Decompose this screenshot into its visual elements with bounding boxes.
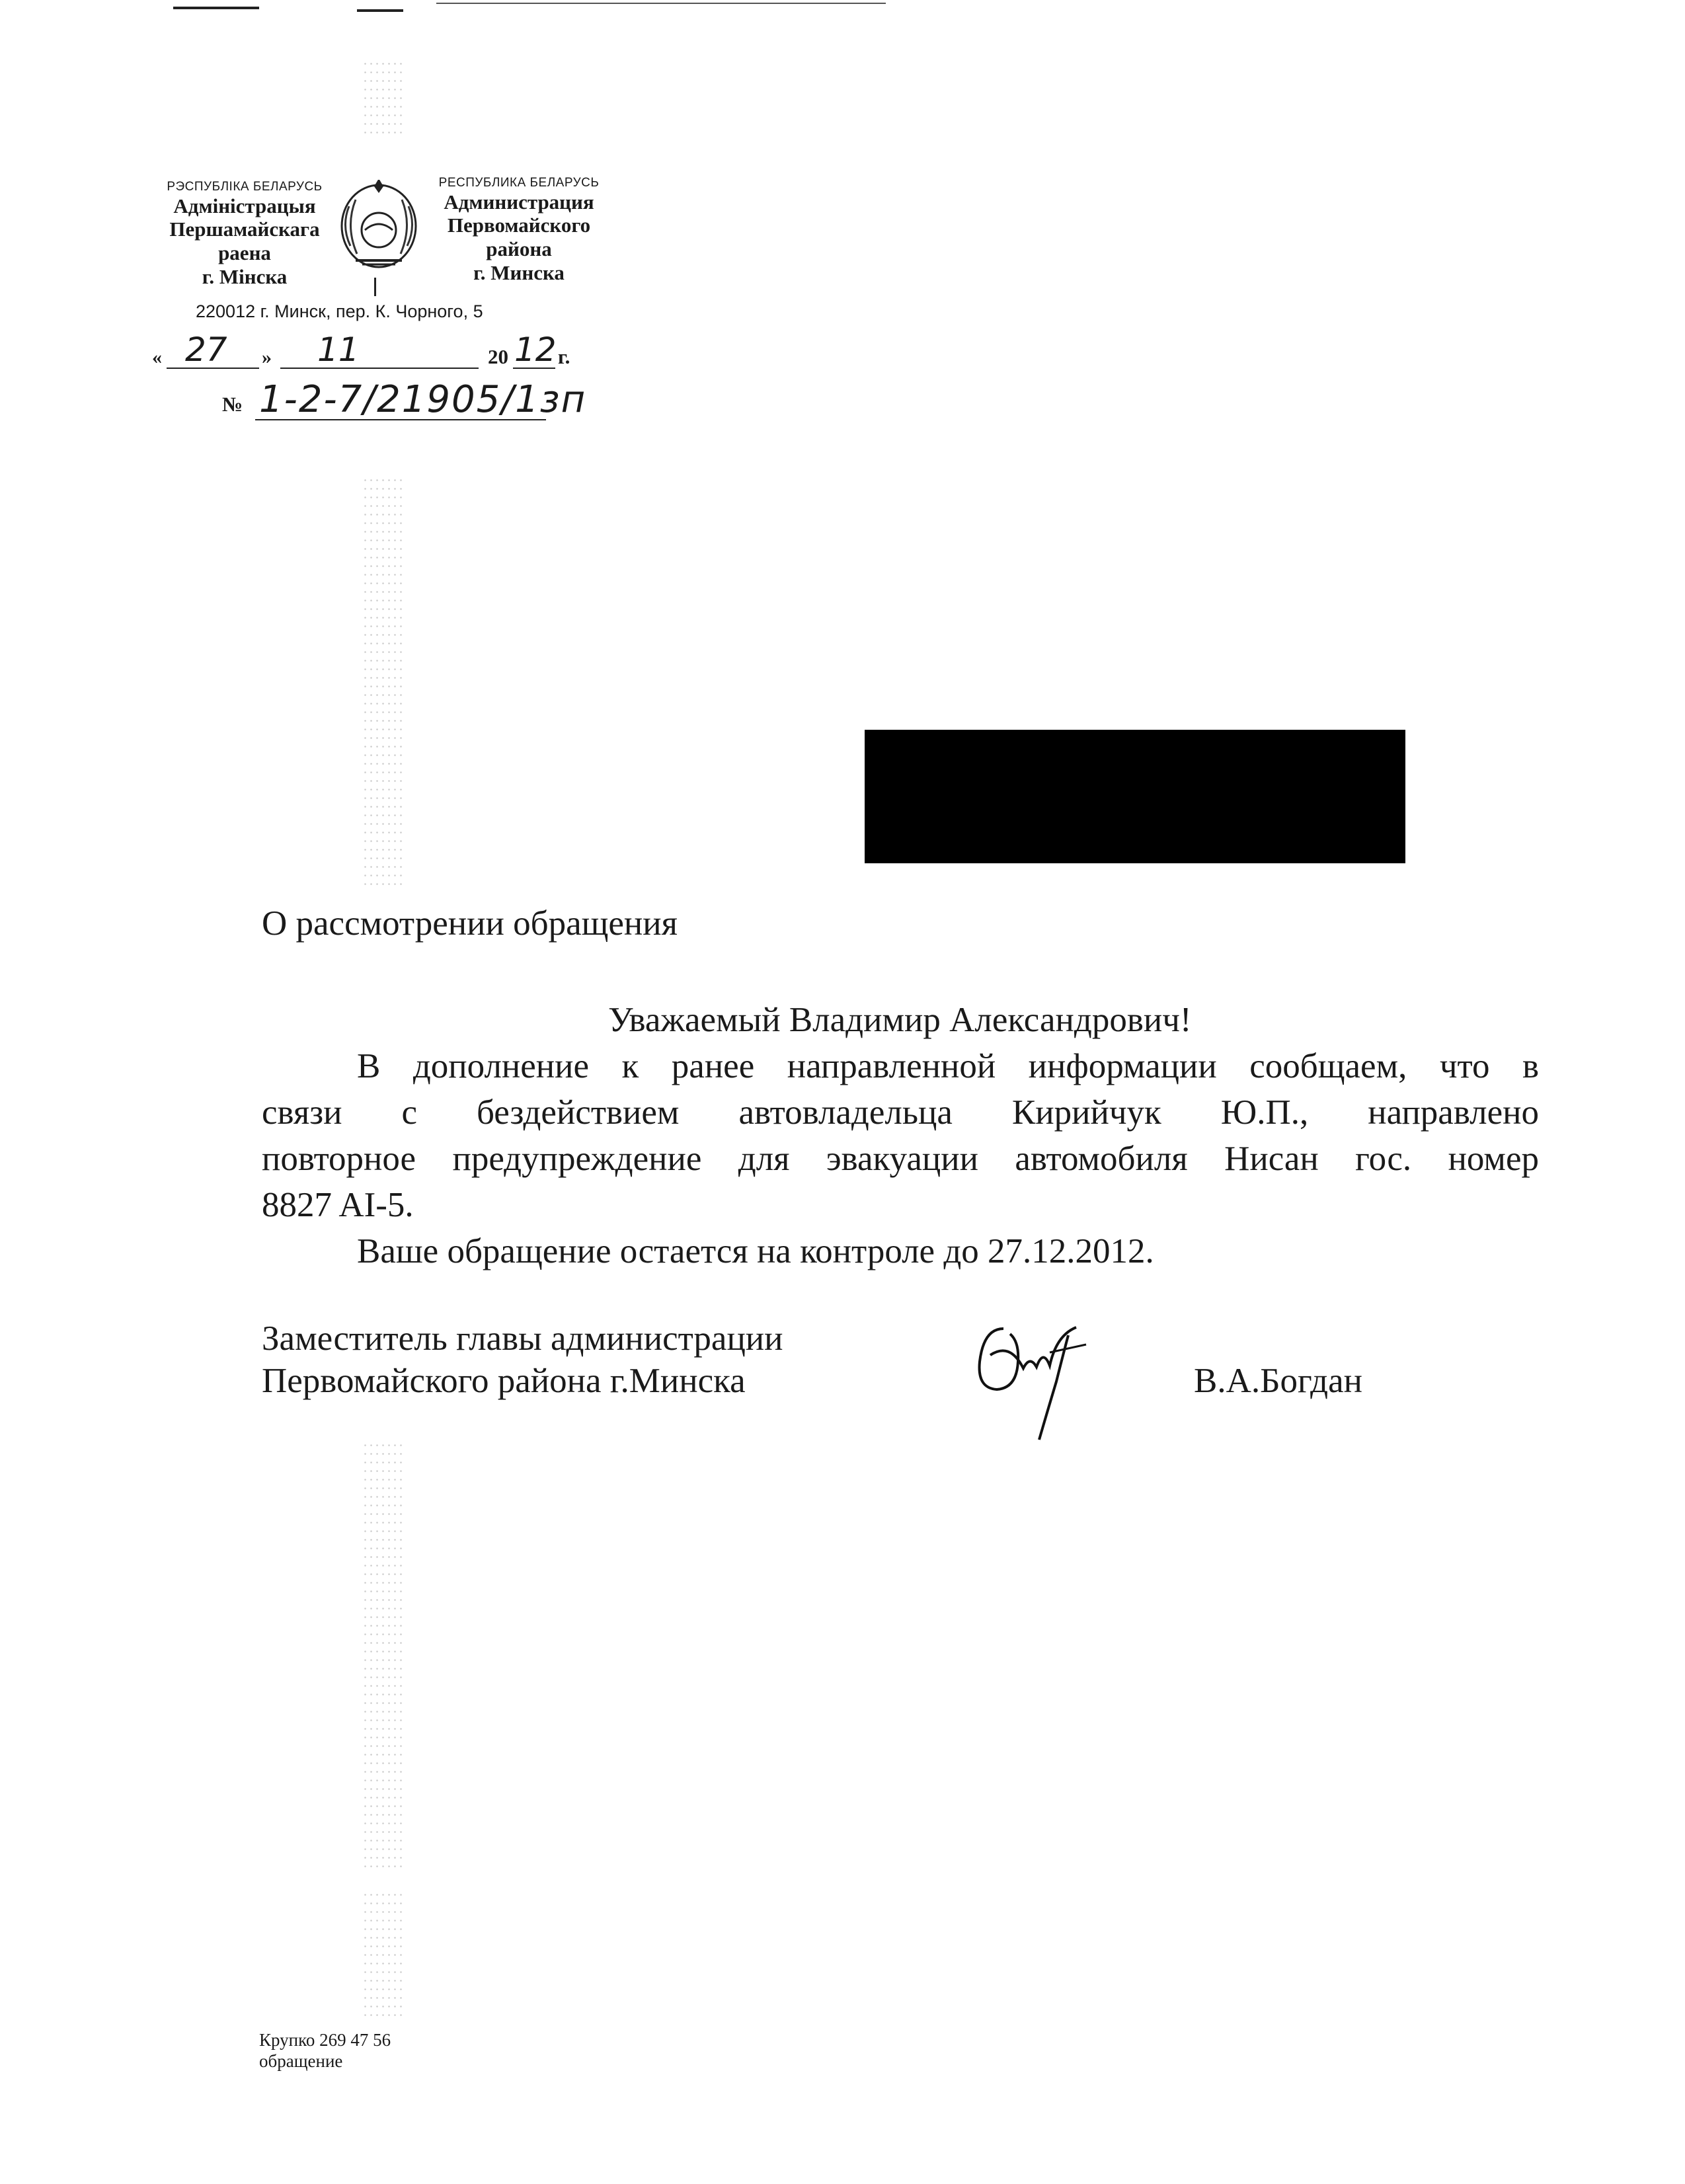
date-open-quote: « xyxy=(152,346,162,368)
divider-tick xyxy=(374,278,376,296)
date-line xyxy=(152,331,615,377)
date-year-prefix: 20 xyxy=(488,345,508,368)
scan-noise xyxy=(362,476,402,886)
coat-of-arms-emblem xyxy=(336,180,422,272)
subject-line: О рассмотрении обращения xyxy=(262,904,678,943)
date-month: 11 xyxy=(317,331,360,369)
number-label: № xyxy=(222,393,243,416)
org-line: г. Минска xyxy=(473,260,565,284)
org-line: раена xyxy=(218,241,271,265)
country-ru: РЕСПУБЛИКА БЕЛАРУСЬ xyxy=(438,176,600,190)
date-day: 27 xyxy=(185,331,227,369)
scan-noise xyxy=(362,59,402,139)
date-close-quote: » xyxy=(262,346,272,368)
date-month-line xyxy=(280,368,479,369)
number-line xyxy=(255,419,546,420)
number-value: 1-2-7/21905/1зп xyxy=(259,378,587,421)
org-line: Первомайского xyxy=(447,214,591,237)
org-line: Першамайскага xyxy=(169,217,320,241)
scan-mark xyxy=(357,9,403,12)
paragraph-line: В дополнение к ранее направленной информации сообщаем, что в xyxy=(357,1047,1539,1085)
signatory-name: В.А.Богдан xyxy=(1194,1362,1363,1400)
org-line: Администрация xyxy=(444,190,594,214)
paragraph-line: повторное предупреждение для эвакуации автомобиля Нисан гос. номер xyxy=(262,1140,1539,1178)
outgoing-number xyxy=(222,378,619,424)
date-year-line xyxy=(513,368,555,369)
signatory-title: Заместитель главы администрации xyxy=(262,1319,783,1358)
handwritten-signature xyxy=(970,1315,1103,1448)
date-year-unit: г. xyxy=(558,345,570,368)
executor-contact: Крупко 269 47 56 xyxy=(259,2030,391,2050)
paragraph-line: 8827 AI-5. xyxy=(262,1186,414,1224)
document-type-note: обращение xyxy=(259,2051,343,2071)
org-line: г. Мінска xyxy=(202,264,288,288)
scan-noise xyxy=(362,1441,402,1871)
redacted-addressee xyxy=(865,730,1405,863)
letterhead-left xyxy=(159,180,331,288)
scan-mark xyxy=(436,3,886,4)
greeting: Уважаемый Владимир Александрович! xyxy=(608,1001,1192,1039)
org-address: 220012 г. Минск, пер. К. Чорного, 5 xyxy=(196,301,483,321)
letterhead-right xyxy=(423,176,615,284)
control-note: Ваше обращение остается на контроле до 27.12.2012. xyxy=(357,1232,1154,1270)
date-year-suffix: 12 xyxy=(514,331,557,369)
org-line: района xyxy=(486,237,552,261)
paragraph-line: связи с бездействием автовладельца Кирийчук Ю.П., направлено xyxy=(262,1093,1539,1132)
org-line: Адміністрацыя xyxy=(173,194,316,217)
scan-noise xyxy=(362,1891,402,2023)
country-by: РЭСПУБЛІКА БЕЛАРУСЬ xyxy=(167,180,323,194)
signatory-title: Первомайского района г.Минска xyxy=(262,1362,746,1400)
scan-mark xyxy=(173,7,259,9)
